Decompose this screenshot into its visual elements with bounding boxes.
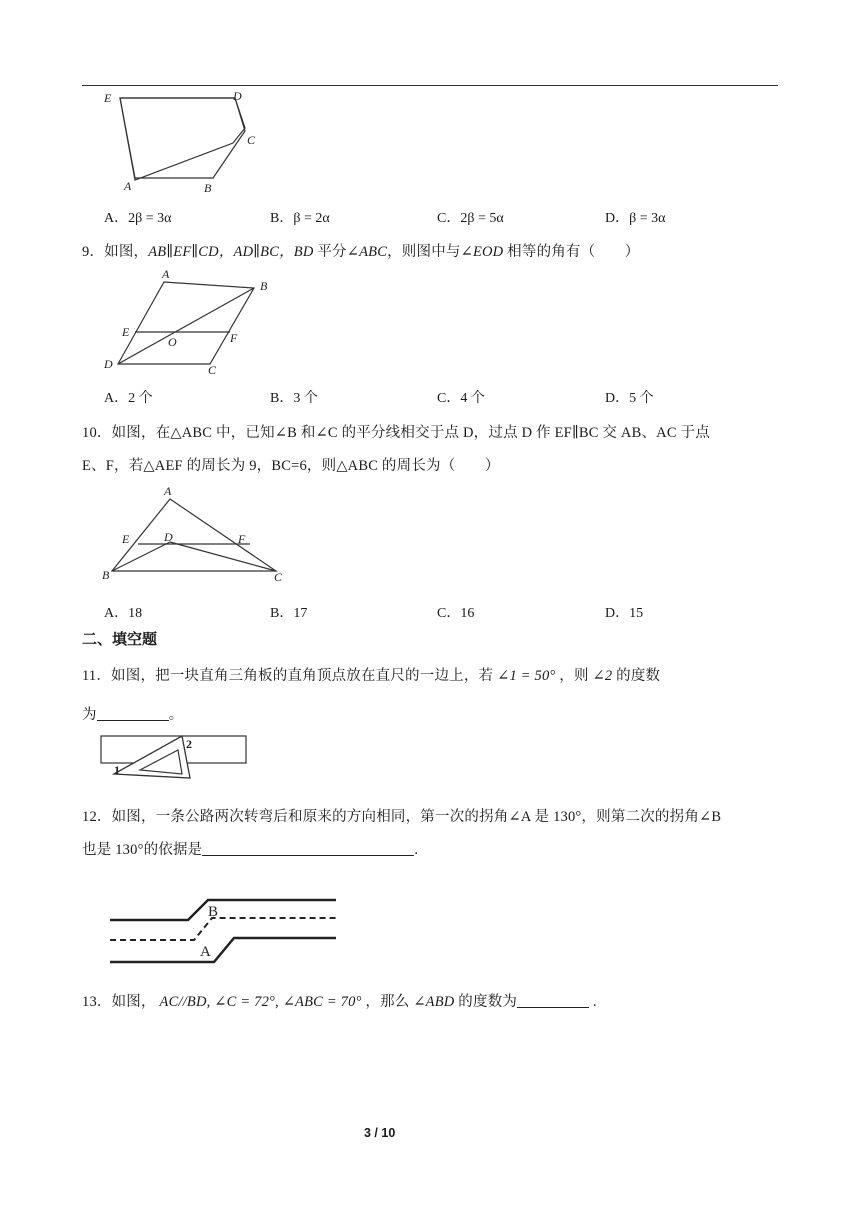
q11-answer-blank[interactable] [97,706,169,721]
q12-question-line2: 也是 130°的依据是 . [82,842,419,858]
q10-option-b: B．17 [270,606,308,621]
q9-parallelogram-figure [100,268,290,378]
q8-label-e: E [104,91,112,105]
q10-option-d: D．15 [605,606,644,621]
q8-option-a: A．2β = 3α [104,211,172,226]
page-number: 3 / 10 [364,1126,396,1140]
q9-question: 9．如图，AB∥EF∥CD，AD∥BC，BD 平分∠ABC，则图中与∠EOD 相等的角有（ ） [82,244,640,260]
q9-label-d: D [104,357,113,371]
q12-answer-blank[interactable] [202,841,414,856]
q8-label-b: B [204,181,212,195]
q9-option-a: A．2 个 [104,391,153,406]
q13-question: 13．如图， AC//BD, ∠C = 72°, ∠ABC = 70° ，那么 ∠ABD 的度数为 . [82,994,597,1010]
q8-pentagon-figure [100,88,270,198]
q11-label-1: 1 [114,763,120,777]
q10-triangle-figure [100,485,300,585]
q13-answer-blank[interactable] [517,993,589,1008]
q10-label-c: C [274,570,283,584]
q10-question-line1: 10．如图，在△ABC 中，已知∠B 和∠C 的平分线相交于点 D，过点 D 作 EF∥BC 交 AB、AC 于点 [82,425,710,441]
q10-option-c: C．16 [437,606,475,621]
q12-label-b: B [208,904,219,920]
q12-road-figure [108,890,348,970]
q9-label-f: F [230,331,238,345]
q12-question-line1: 12．如图，一条公路两次转弯后和原来的方向相同，第一次的拐角∠A 是 130°，则第二次的拐角∠B [82,809,722,825]
q11-label-2: 2 [186,737,192,751]
q8-label-d: D [233,89,242,103]
q8-option-c: C．2β = 5α [437,211,504,226]
q9-label-o: O [168,335,177,349]
q9-option-c: C．4 个 [437,391,485,406]
q11-question-line2: 为 。 [82,707,184,723]
q11-ruler-triangle-figure [100,734,250,784]
q8-label-a: A [124,179,132,193]
q8-option-d: D．β = 3α [605,211,666,226]
section-heading-fill-blank: 二、填空题 [82,630,158,648]
q11-question-line1: 11．如图，把一块直角三角板的直角顶点放在直尺的一边上，若 ∠1 = 50° ，则 ∠2 的度数 [82,668,661,684]
q9-label-e: E [122,325,130,339]
q9-option-b: B．3 个 [270,391,318,406]
q10-label-f: F [238,532,246,546]
q9-label-c: C [208,363,217,377]
q9-option-d: D．5 个 [605,391,654,406]
q10-label-d: D [164,530,173,544]
q10-label-e: E [122,532,130,546]
q9-label-b: B [260,279,268,293]
q10-label-a: A [164,484,172,498]
q8-label-c: C [247,133,256,147]
header-rule [82,85,778,86]
q9-label-a: A [162,267,170,281]
q8-option-b: B．β = 2α [270,211,330,226]
q10-option-a: A．18 [104,606,143,621]
q12-label-a: A [200,944,211,960]
q10-label-b: B [102,568,110,582]
q10-question-line2: E、F，若△AEF 的周长为 9，BC=6，则△ABC 的周长为（ ） [82,458,500,474]
